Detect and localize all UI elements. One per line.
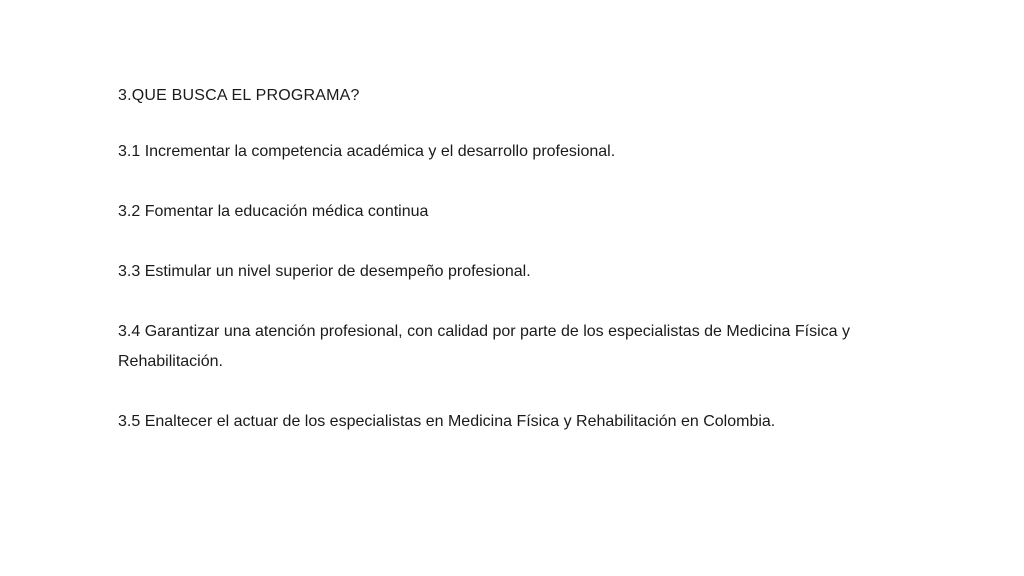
list-item: 3.2 Fomentar la educación médica continua: [118, 203, 429, 220]
list-item: 3.4 Garantizar una atención profesional, con calidad por parte de los especialistas de Medicina Física y Rehabilitación.: [118, 323, 850, 370]
slide-heading: 3.QUE BUSCA EL PROGRAMA?: [118, 87, 360, 104]
list-item: 3.5 Enaltecer el actuar de los especialistas en Medicina Física y Rehabilitación en Colombia.: [118, 413, 776, 430]
list-item: 3.1 Incrementar la competencia académica y el desarrollo profesional.: [118, 143, 616, 160]
list-item: 3.3 Estimular un nivel superior de desempeño profesional.: [118, 263, 531, 280]
slide-content: [118, 86, 878, 437]
